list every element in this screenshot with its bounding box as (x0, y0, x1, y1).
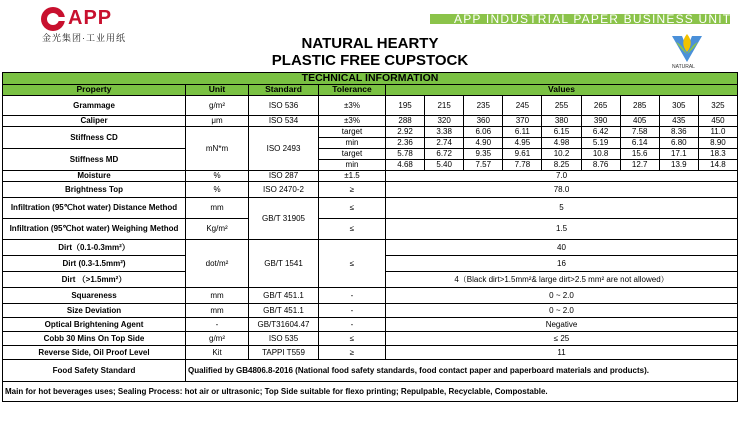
stiffness-tolerance: target (319, 127, 386, 138)
caliper-value: 450 (698, 116, 737, 127)
food-safety-value: Qualified by GB4806.8-2016 (National food safety standards, food contact paper and paperboard materials and products). (186, 360, 738, 382)
grammage-value: 235 (464, 96, 503, 116)
caliper-value: 360 (464, 116, 503, 127)
squareness-label: Squareness (3, 288, 186, 304)
brightness-value: 78.0 (386, 182, 738, 198)
reverse-label: Reverse Side, Oil Proof Level (3, 346, 186, 360)
grammage-unit: g/m² (186, 96, 249, 116)
stiffness-value: 2.92 (386, 127, 425, 138)
oba-standard: GB/T31604.47 (249, 318, 319, 332)
table-row (3, 382, 738, 402)
stiffness-tolerance: target (319, 149, 386, 160)
table-row (3, 304, 738, 318)
reverse-unit: Kit (186, 346, 249, 360)
reverse-tolerance: ≥ (319, 346, 386, 360)
caliper-unit: μm (186, 116, 249, 127)
stiffness-value: 8.76 (581, 160, 620, 171)
table-row (3, 332, 738, 346)
caliper-tolerance: ±3% (319, 116, 386, 127)
infiltration-standard: GB/T 31905 (249, 198, 319, 240)
size-deviation-label: Size Deviation (3, 304, 186, 318)
caliper-standard: ISO 534 (249, 116, 319, 127)
stiffness-value: 18.3 (698, 149, 737, 160)
header-unit: Unit (186, 85, 249, 96)
infiltration-distance-value: 5 (386, 198, 738, 219)
dirt-tolerance: ≤ (319, 240, 386, 288)
stiffness-value: 4.90 (464, 138, 503, 149)
stiffness-value: 14.8 (698, 160, 737, 171)
table-row (3, 318, 738, 332)
table-row (3, 198, 738, 219)
dirt-value: 4（Black dirt>1.5mm²& large dirt>2.5 mm² are not allowed） (386, 272, 738, 288)
infiltration-distance-tolerance: ≤ (319, 198, 386, 219)
caliper-value: 435 (659, 116, 698, 127)
table-row (3, 219, 738, 240)
squareness-unit: mm (186, 288, 249, 304)
stiffness-value: 4.68 (386, 160, 425, 171)
brightness-unit: % (186, 182, 249, 198)
stiffness-value: 15.6 (620, 149, 659, 160)
brand-name: APP (68, 7, 113, 29)
table-row (3, 171, 738, 182)
stiffness-value: 6.80 (659, 138, 698, 149)
page-title-line1: NATURAL HEARTY (301, 35, 439, 52)
grammage-value: 305 (659, 96, 698, 116)
size-deviation-tolerance: - (319, 304, 386, 318)
stiffness-value: 10.8 (581, 149, 620, 160)
grammage-value: 325 (698, 96, 737, 116)
stiffness-value: 6.15 (542, 127, 581, 138)
stiffness-value: 5.78 (386, 149, 425, 160)
table-row (3, 360, 738, 382)
brightness-standard: ISO 2470-2 (249, 182, 319, 198)
grammage-value: 195 (386, 96, 425, 116)
table-row (3, 240, 738, 256)
moisture-value: 7.0 (386, 171, 738, 182)
stiffness-value: 10.2 (542, 149, 581, 160)
dirt-unit: dot/m² (186, 240, 249, 288)
infiltration-weighing-label: Infiltration (95℃hot water) Weighing Method (3, 219, 186, 240)
grammage-label: Grammage (3, 96, 186, 116)
dirt-value: 16 (386, 256, 738, 272)
cobb-value: ≤ 25 (386, 332, 738, 346)
stiffness-unit: mN*m (186, 127, 249, 171)
cobb-label: Cobb 30 Mins On Top Side (3, 332, 186, 346)
stiffness-value: 7.58 (620, 127, 659, 138)
stiffness-value: 9.61 (503, 149, 542, 160)
table-row (3, 288, 738, 304)
stiffness-value: 8.90 (698, 138, 737, 149)
stiffness-value: 5.40 (425, 160, 464, 171)
infiltration-weighing-value: 1.5 (386, 219, 738, 240)
squareness-standard: GB/T 451.1 (249, 288, 319, 304)
size-deviation-standard: GB/T 451.1 (249, 304, 319, 318)
infiltration-distance-label: Infiltration (95℃hot water) Distance Method (3, 198, 186, 219)
moisture-standard: ISO 287 (249, 171, 319, 182)
grammage-standard: ISO 536 (249, 96, 319, 116)
grammage-value: 285 (620, 96, 659, 116)
caliper-value: 390 (581, 116, 620, 127)
grammage-value: 255 (542, 96, 581, 116)
table-row (3, 346, 738, 360)
stiffness-cd-label: Stiffness CD (3, 127, 186, 149)
brightness-label: Brightness Top (3, 182, 186, 198)
stiffness-value: 6.72 (425, 149, 464, 160)
page-title-line2: PLASTIC FREE CUPSTOCK (271, 52, 469, 69)
table-row (3, 127, 738, 138)
dirt-label: Dirt （>1.5mm²） (3, 272, 186, 288)
squareness-value: 0 ~ 2.0 (386, 288, 738, 304)
cobb-standard: ISO 535 (249, 332, 319, 346)
stiffness-value: 9.35 (464, 149, 503, 160)
oba-label: Optical Brightening Agent (3, 318, 186, 332)
header-standard: Standard (249, 85, 319, 96)
dirt-value: 40 (386, 240, 738, 256)
moisture-label: Moisture (3, 171, 186, 182)
business-unit-text: APP INDUSTRIAL PAPER BUSINESS UNIT (454, 12, 732, 26)
size-deviation-unit: mm (186, 304, 249, 318)
infiltration-distance-unit: mm (186, 198, 249, 219)
stiffness-value: 2.74 (425, 138, 464, 149)
cobb-tolerance: ≤ (319, 332, 386, 346)
stiffness-standard: ISO 2493 (249, 127, 319, 171)
squareness-tolerance: - (319, 288, 386, 304)
caliper-value: 288 (386, 116, 425, 127)
table-row (3, 182, 738, 198)
stiffness-value: 5.19 (581, 138, 620, 149)
caliper-value: 380 (542, 116, 581, 127)
stiffness-value: 6.42 (581, 127, 620, 138)
caliper-value: 320 (425, 116, 464, 127)
infiltration-weighing-unit: Kg/m² (186, 219, 249, 240)
brightness-tolerance: ≥ (319, 182, 386, 198)
moisture-tolerance: ±1.5 (319, 171, 386, 182)
stiffness-value: 2.36 (386, 138, 425, 149)
caliper-label: Caliper (3, 116, 186, 127)
stiffness-tolerance: min (319, 138, 386, 149)
stiffness-value: 6.14 (620, 138, 659, 149)
food-safety-label: Food Safety Standard (3, 360, 186, 382)
caliper-value: 370 (503, 116, 542, 127)
stiffness-value: 13.9 (659, 160, 698, 171)
table-row (3, 149, 738, 160)
brand-subtitle: 金光集团·工业用纸 (42, 33, 126, 43)
infiltration-weighing-tolerance: ≤ (319, 219, 386, 240)
dirt-standard: GB/T 1541 (249, 240, 319, 288)
stiffness-value: 3.38 (425, 127, 464, 138)
stiffness-md-label: Stiffness MD (3, 149, 186, 171)
oba-tolerance: - (319, 318, 386, 332)
stiffness-tolerance: min (319, 160, 386, 171)
dirt-label: Dirt（0.1-0.3mm²） (3, 240, 186, 256)
grammage-value: 215 (425, 96, 464, 116)
stiffness-value: 8.25 (542, 160, 581, 171)
grammage-value: 265 (581, 96, 620, 116)
header-property: Property (3, 85, 186, 96)
emblem-label: NATURAL (672, 64, 695, 70)
moisture-unit: % (186, 171, 249, 182)
stiffness-value: 17.1 (659, 149, 698, 160)
table-row (3, 116, 738, 127)
stiffness-value: 4.95 (503, 138, 542, 149)
oba-unit: - (186, 318, 249, 332)
stiffness-value: 7.78 (503, 160, 542, 171)
oba-value: Negative (386, 318, 738, 332)
stiffness-value: 4.98 (542, 138, 581, 149)
reverse-value: 11 (386, 346, 738, 360)
stiffness-value: 7.57 (464, 160, 503, 171)
stiffness-value: 12.7 (620, 160, 659, 171)
header-tolerance: Tolerance (319, 85, 386, 96)
reverse-standard: TAPPI T559 (249, 346, 319, 360)
stiffness-value: 6.11 (503, 127, 542, 138)
technical-table (2, 72, 738, 402)
header-values: Values (386, 85, 738, 96)
dirt-label: Dirt (0.3-1.5mm²) (3, 256, 186, 272)
stiffness-value: 6.06 (464, 127, 503, 138)
stiffness-value: 8.36 (659, 127, 698, 138)
table-row (3, 96, 738, 116)
caliper-value: 405 (620, 116, 659, 127)
cobb-unit: g/m² (186, 332, 249, 346)
section-title: TECHNICAL INFORMATION (3, 73, 738, 85)
size-deviation-value: 0 ~ 2.0 (386, 304, 738, 318)
grammage-value: 245 (503, 96, 542, 116)
grammage-tolerance: ±3% (319, 96, 386, 116)
app-logo-icon (40, 6, 66, 32)
stiffness-value: 11.0 (698, 127, 737, 138)
usage-footer: Main for hot beverages uses; Sealing Process: hot air or ultrasonic; Top Side suitable for flexo printing; Repulpable, Recyclable, Compostable. (3, 382, 738, 402)
